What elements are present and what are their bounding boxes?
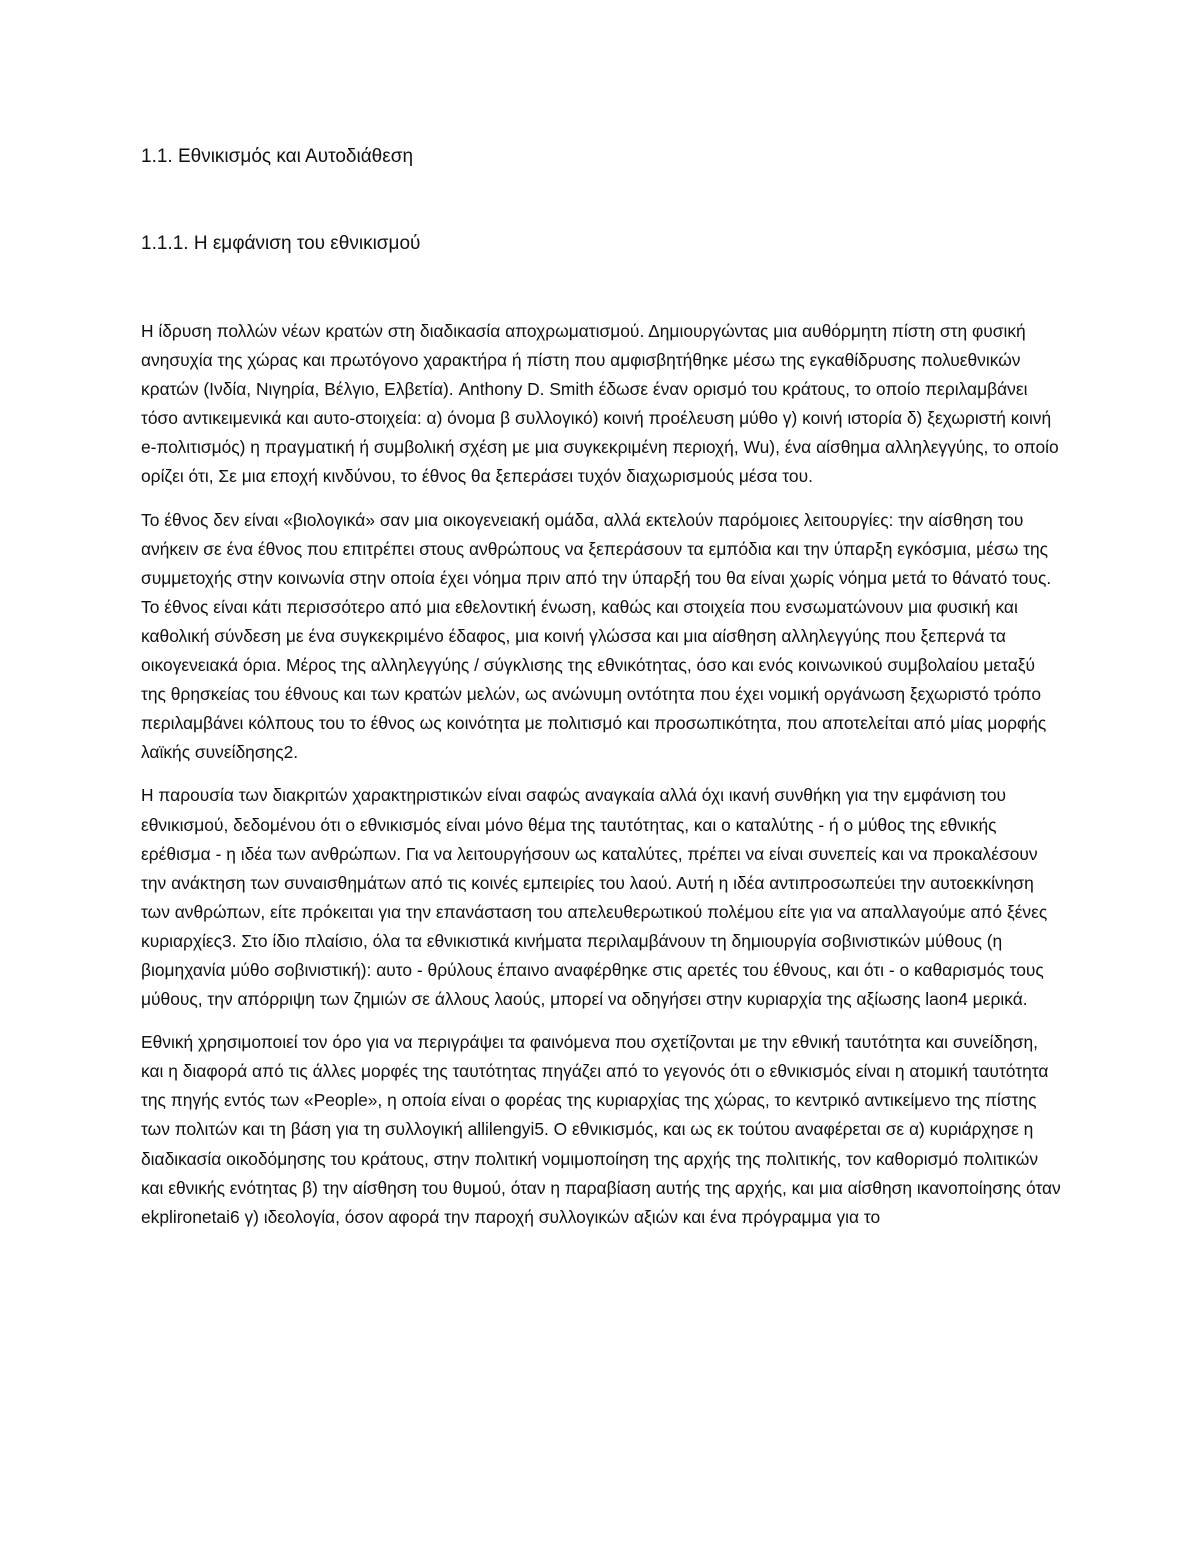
paragraph-4: Εθνική χρησιμοποιεί τον όρο για να περιγράψει τα φαινόμενα που σχετίζονται με την εθνική ταυτότητα και συνείδηση, και η διαφορά από τις άλλες μορφές της ταυτότητας πηγάζει από το γεγονός ότι ο εθνικισμός είναι η ατομική ταυτότητα της πηγής εντός των «People», η οποία είναι ο φορέας της κυριαρχίας της χώρας, το κεντρικό αντικείμενο της πίστης των πολιτών και τη βάση για τη συλλογική allilengyi5. Ο εθνικισμός, και ως εκ τούτου αναφέρεται σε α) κυριάρχησε η διαδικασία οικοδόμησης του κράτους, στην πολιτική νομιμοποίηση της αρχής της πολιτικής, τον καθορισμό πολιτικών και εθνικής ενότητας β) την αίσθηση του θυμού, όταν η παραβίαση αυτής της αρχής, και μια αίσθηση ικανοποίησης όταν ekplironetai6 γ) ιδεολογία, όσον αφορά την παροχή συλλογικών αξιών και ένα πρόγραμμα για το	[141, 1032, 1061, 1227]
body-text	[141, 317, 1063, 1246]
paragraph-3: Η παρουσία των διακριτών χαρακτηριστικών είναι σαφώς αναγκαία αλλά όχι ικανή συνθήκη για την εμφάνιση του εθνικισμού, δεδομένου ότι ο εθνικισμός είναι μόνο θέμα της ταυτότητας, και ο καταλύτης - ή ο μύθος της εθνικής ερέθισμα - η ιδέα των ανθρώπων. Για να λειτουργήσουν ως καταλύτες, πρέπει να είναι συνεπείς και να προκαλέσουν την ανάκτηση των συναισθημάτων από τις κοινές εμπειρίες του λαού. Αυτή η ιδέα αντιπροσωπεύει την αυτοεκκίνηση των ανθρώπων, είτε πρόκειται για την επανάσταση του απελευθερωτικού πολέμου είτε για να απαλλαγούμε από ξένες κυριαρχίες3. Στο ίδιο πλαίσιο, όλα τα εθνικιστικά κινήματα περιλαμβάνουν τη δημιουργία σοβινιστικών μύθους (η βιομηχανία μύθο σοβινιστική): αυτο - θρύλους έπαινο αναφέρθηκε στις αρετές του έθνους, και ότι - ο καθαρισμός τους μύθους, την απόρριψη των ζημιών σε άλλους λαούς, μπορεί να οδηγήσει στην κυριαρχία της αξίωσης laon4 μερικά.	[141, 785, 1048, 1010]
paragraph-2: Το έθνος δεν είναι «βιολογικά» σαν μια οικογενειακή ομάδα, αλλά εκτελούν παρόμοιες λειτουργίες: την αίσθηση του ανήκειν σε ένα έθνος που επιτρέπει στους ανθρώπους να ξεπεράσουν τα εμπόδια και την ύπαρξη εγκόσμια, μέσω της συμμετοχής στην κοινωνία στην οποία έχει νόημα πριν από την ύπαρξή του θα είναι χωρίς νόημα μετά το θάνατό τους. Το έθνος είναι κάτι περισσότερο από μια εθελοντική ένωση, καθώς και στοιχεία που ενσωματώνουν μια φυσική και καθολική σύνδεση με ένα συγκεκριμένο έδαφος, μια κοινή γλώσσα και μια αίσθηση αλληλεγγύης που ξεπερνά τα οικογενειακά όρια. Μέρος της αλληλεγγύης / σύγκλισης της εθνικότητας, όσο και ενός κοινωνικού συμβολαίου μεταξύ της θρησκείας του έθνους και των κρατών μελών, ως ανώνυμη οντότητα που έχει νομική οργάνωση ξεχωριστό τρόπο περιλαμβάνει κόλπους του το έθνος ως κοινότητα με πολιτισμό και προσωπικότητα, που αποτελείται από μίας μορφής λαϊκής συνείδησης2.	[141, 509, 1052, 763]
subsection-heading: 1.1.1. Η εμφάνιση του εθνικισμού	[141, 233, 421, 254]
paragraph-1: Η ίδρυση πολλών νέων κρατών στη διαδικασία αποχρωματισμού. Δημιουργώντας μια αυθόρμητη πίστη στη φυσική ανησυχία της χώρας και πρωτόγονο χαρακτήρα ή πίστη που αμφισβητήθηκε μέσω της εγκαθίδρυσης πολυεθνικών κρατών (Ινδία, Νιγηρία, Βέλγιο, Ελβετία). Anthony D. Smith έδωσε έναν ορισμό του κράτους, το οποίο περιλαμβάνει τόσο αντικειμενικά και αυτο-στοιχεία: α) όνομα β συλλογικό) κοινή προέλευση μύθο γ) κοινή ιστορία δ) ξεχωριστή κοινή e-πολιτισμός) η πραγματική ή συμβολική σχέση με μια συγκεκριμένη περιοχή, Wu), ένα αίσθημα αλληλεγγύης, το οποίο ορίζει ότι, Σε μια εποχή κινδύνου, το έθνος θα ξεπεράσει τυχόν διαχωρισμούς μέσα του.	[141, 321, 1059, 487]
section-heading: 1.1. Εθνικισμός και Αυτοδιάθεση	[141, 146, 414, 167]
